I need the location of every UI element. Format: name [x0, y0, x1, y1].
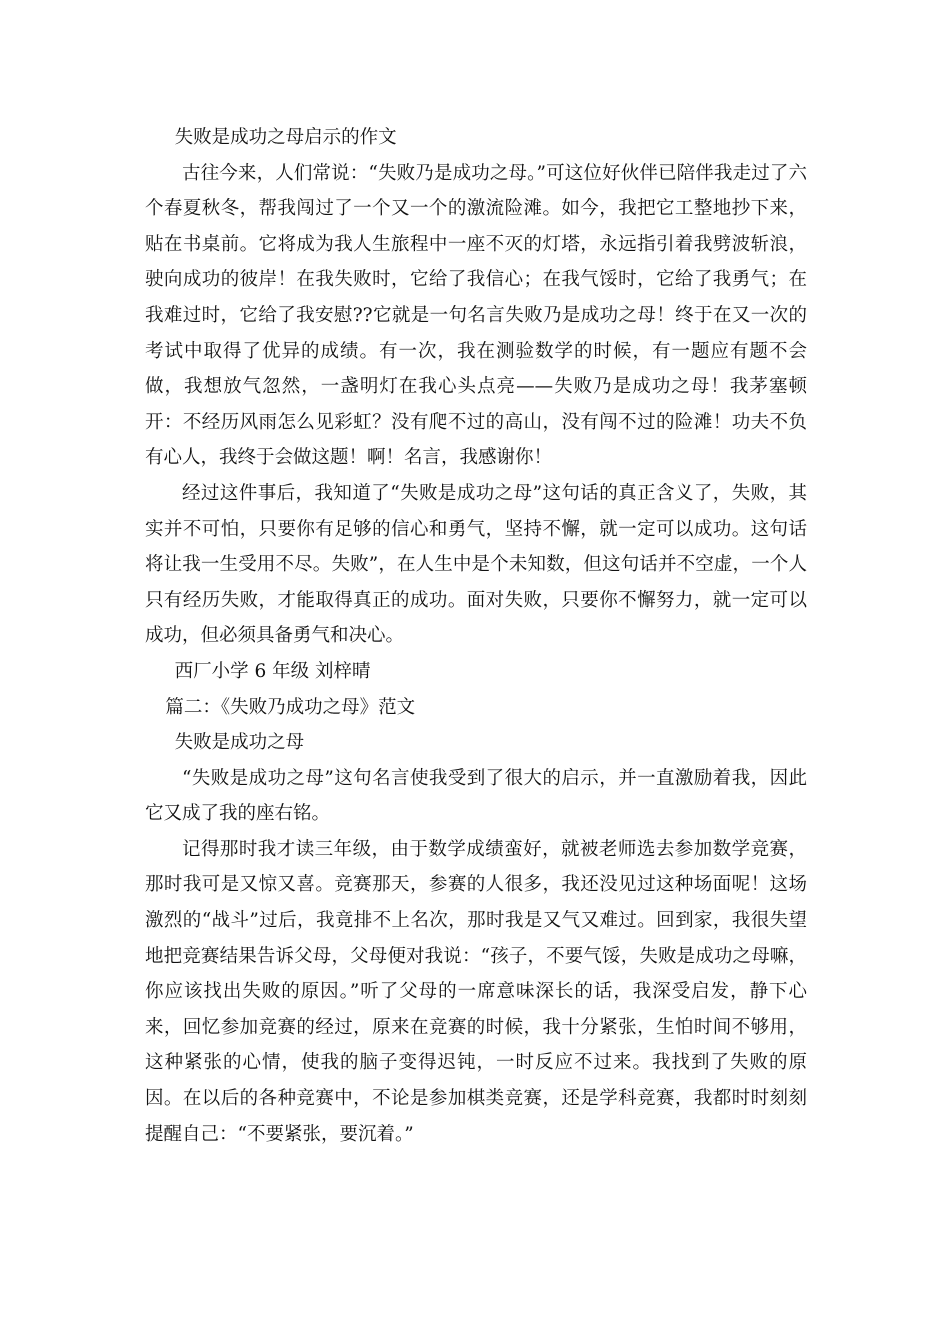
- section-heading: 篇二：《失败乃成功之母》范文: [165, 696, 416, 718]
- section-paragraph-1: “失败是成功之母”这句名言使我受到了很大的启示，并一直激励着我，因此它又成了我的座右铭。: [145, 767, 807, 825]
- essay-title: 失败是成功之母启示的作文: [174, 127, 397, 148]
- essay-paragraph-2: 经过这件事后，我知道了“失败是成功之母”这句话的真正含义了，失败，其实并不可怕，只要你有足够的信心和勇气，坚持不懈，就一定可以成功。这句话将让我一生受用不尽。失败”，在人生中是个未知数，但这句话并不空虚，一个人只有经历失败，才能取得真正的成功。面对失败，只要你不懈努力，就一定可以成功，但必须具备勇气和决心。: [145, 482, 807, 647]
- essay-paragraph-1: 古往今来，人们常说：“失败乃是成功之母。”可这位好伙伴已陪伴我走过了六个春夏秋冬，帮我闯过了一个又一个的激流险滩。如今，我把它工整地抄下来，贴在书桌前。它将成为我人生旅程中一座不灭的灯塔，永远指引着我劈波斩浪，驶向成功的彼岸！在我失败时，它给了我信心；在我气馁时，它给了我勇气；在我难过时，它给了我安慰??它就是一句名言失败乃是成功之母！终于在又一次的考试中取得了优异的成绩。有一次，我在测验数学的时候，有一题应有题不会做，我想放气忽然，一盏明灯在我心头点亮——失败乃是成功之母！我茅塞顿开：不经历风雨怎么见彩虹？没有爬不过的高山，没有闯不过的险滩！功夫不负有心人，我终于会做这题！啊！名言，我感谢你！: [145, 162, 807, 469]
- author-line: 西厂小学 6 年级 刘梓晴: [174, 660, 371, 682]
- document-body: [145, 120, 807, 1152]
- section-paragraph-2: 记得那时我才读三年级，由于数学成绩蛮好，就被老师选去参加数学竞赛，那时我可是又惊又喜。竞赛那天，参赛的人很多，我还没见过这种场面呢！这场激烈的“战斗”过后，我竟排不上名次，那时我是又气又难过。回到家，我很失望地把竞赛结果告诉父母，父母便对我说：“孩子，不要气馁，失败是成功之母嘛，你应该找出失败的原因。”听了父母的一席意味深长的话，我深受启发，静下心来，回忆参加竞赛的经过，原来在竞赛的时候，我十分紧张，生怕时间不够用，这种紧张的心情，使我的脑子变得迟钝，一时反应不过来。我找到了失败的原因。在以后的各种竞赛中，不论是参加棋类竞赛，还是学科竞赛，我都时时刻刻提醒自己：“不要紧张，要沉着。”: [145, 838, 807, 1145]
- section-title: 失败是成功之母: [174, 732, 305, 754]
